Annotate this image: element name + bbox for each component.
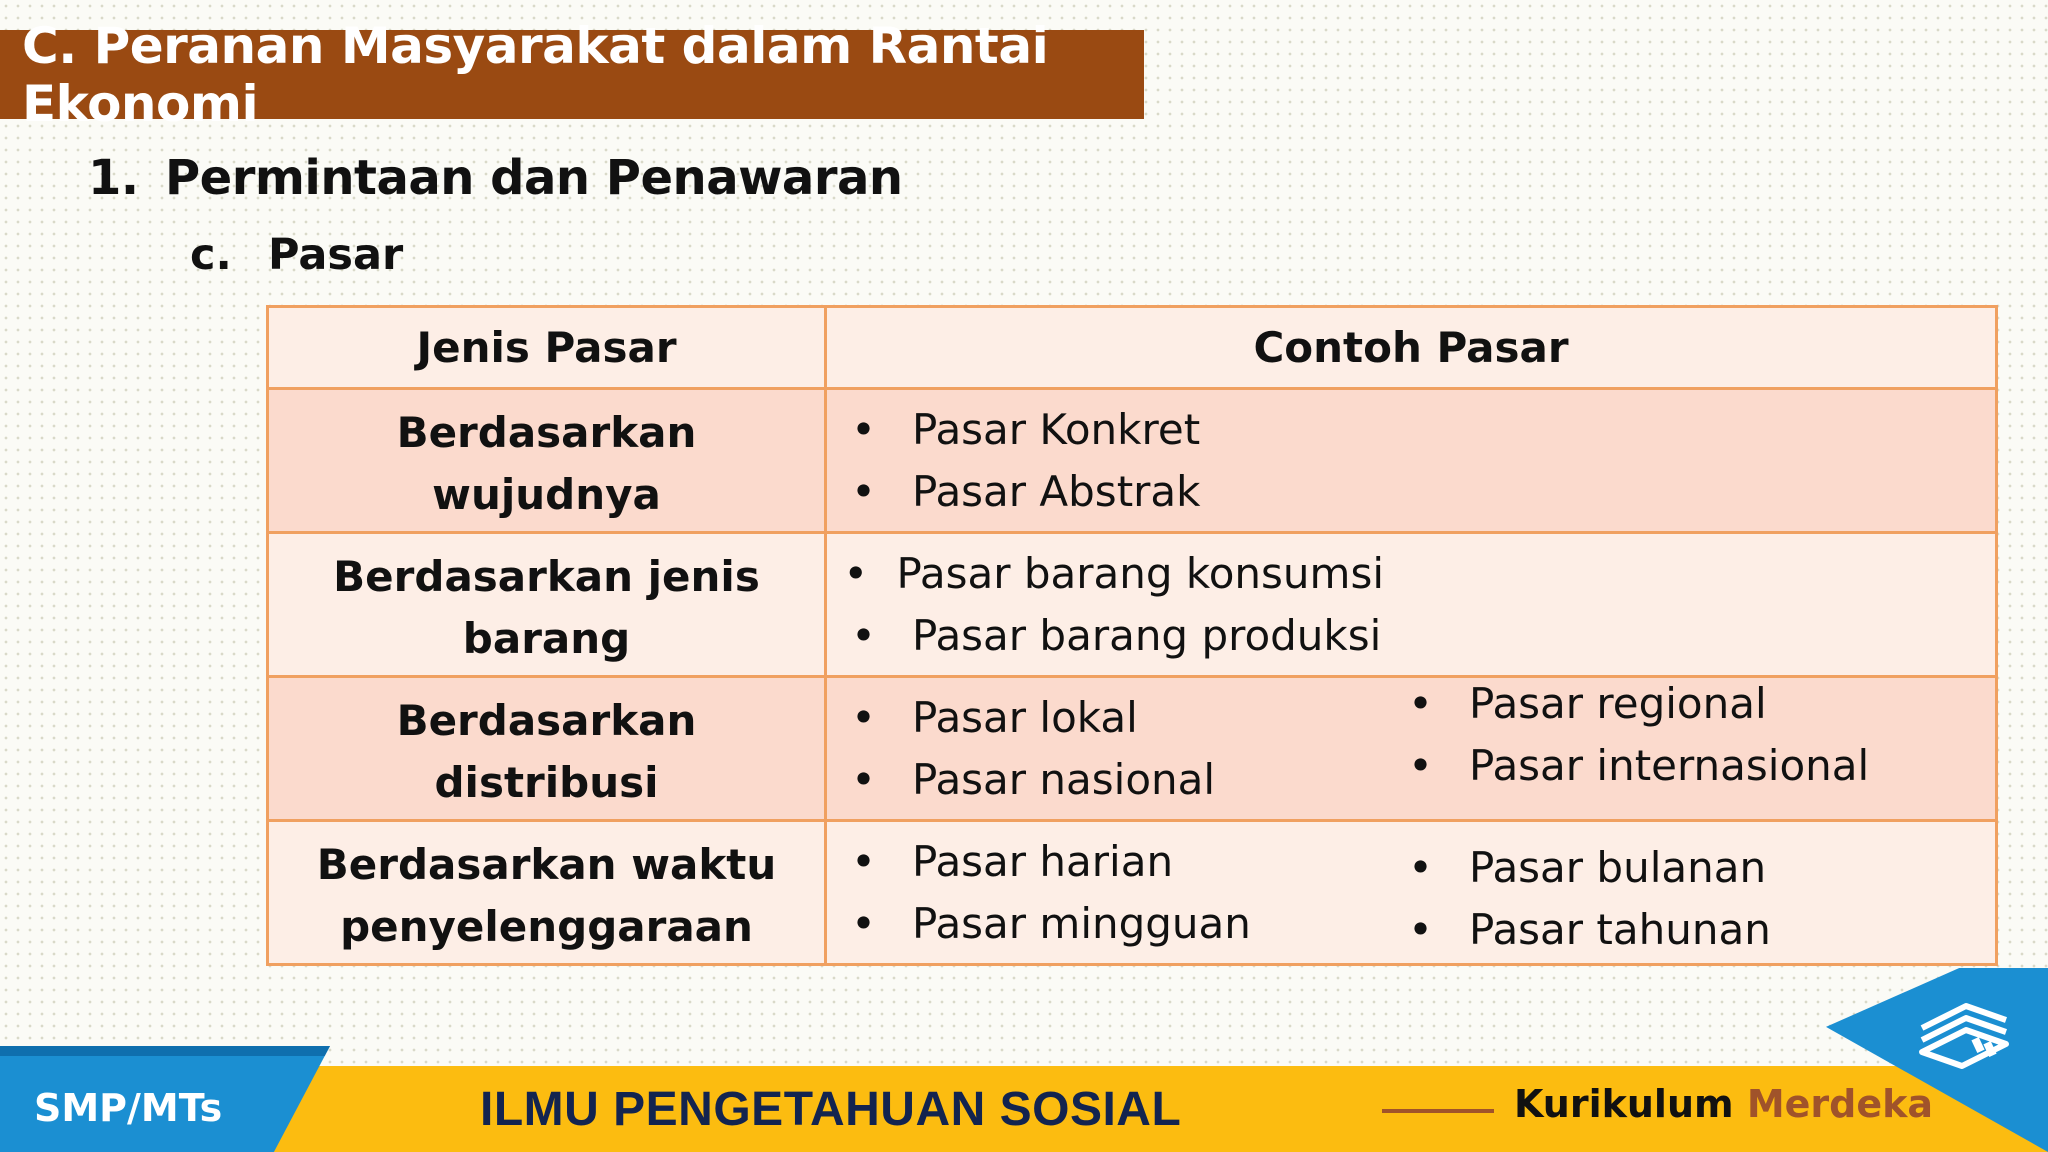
section-number: 1.: [88, 150, 139, 206]
bullet-icon: •: [851, 754, 876, 804]
example-text: Pasar mingguan: [912, 898, 1251, 948]
list-item: [827, 748, 1384, 810]
header-jenis-pasar: Jenis Pasar: [268, 307, 826, 389]
subject-label: ILMU PENGETAHUAN SOSIAL: [480, 1083, 1182, 1136]
bullet-icon: •: [851, 898, 876, 948]
example-text: Pasar regional: [1469, 678, 1767, 728]
example-list: [827, 542, 1384, 666]
list-item: [1384, 734, 1941, 796]
slide-title-text: C. Peranan Masyarakat dalam Rantai Ekonomi: [22, 16, 1049, 133]
table-header-row: [268, 307, 1997, 389]
bullet-icon: •: [1408, 842, 1433, 892]
example-text: Pasar Konkret: [912, 404, 1201, 454]
examples-cell: [826, 677, 1997, 821]
curriculum-label-b: Merdeka: [1746, 1082, 1934, 1126]
example-text: Pasar barang konsumsi: [896, 548, 1384, 598]
example-text: Pasar tahunan: [1469, 904, 1771, 954]
list-item: [827, 686, 1384, 748]
table-row: [268, 821, 1997, 965]
section-heading: [88, 150, 903, 206]
examples-cell: [826, 821, 1997, 965]
list-item: [1384, 836, 1941, 898]
market-types-table: [266, 305, 1998, 966]
list-item: [827, 460, 1384, 522]
table-row: [268, 677, 1997, 821]
header-contoh-pasar: Contoh Pasar: [826, 307, 1997, 389]
example-text: Pasar Abstrak: [912, 466, 1201, 516]
examples-cell: [826, 533, 1997, 677]
list-item: [827, 892, 1384, 954]
example-text: Pasar lokal: [912, 692, 1138, 742]
list-item: [1384, 672, 1941, 734]
bullet-icon: •: [843, 548, 869, 598]
example-list: [827, 686, 1384, 810]
category-cell: Berdasarkan distribusi: [268, 677, 826, 821]
example-text: Pasar harian: [912, 836, 1174, 886]
example-list: [1384, 672, 1941, 810]
subsection-letter: c.: [190, 230, 232, 280]
example-text: Pasar bulanan: [1469, 842, 1767, 892]
category-cell: Berdasarkan waktu penyelenggaraan: [268, 821, 826, 965]
list-item: [1384, 898, 1941, 960]
table-row: [268, 389, 1997, 533]
example-text: Pasar internasional: [1469, 740, 1870, 790]
subsection-heading-text: Pasar: [268, 230, 404, 280]
example-list: [827, 830, 1384, 960]
curriculum-label: [1514, 1082, 1933, 1126]
bullet-icon: •: [851, 610, 876, 660]
bullet-icon: •: [851, 404, 876, 454]
example-list: [1384, 836, 1941, 960]
examples-cell: [826, 389, 1997, 533]
bullet-icon: •: [1408, 678, 1433, 728]
bullet-icon: •: [851, 836, 876, 886]
section-heading-text: Permintaan dan Penawaran: [165, 150, 903, 206]
footer-level-strip: [0, 1046, 330, 1056]
subsection-heading: [190, 230, 403, 280]
books-logo-icon: [1914, 1000, 2014, 1080]
list-item: [827, 604, 1384, 666]
curriculum-divider: [1382, 1109, 1494, 1113]
bullet-icon: •: [1408, 904, 1433, 954]
list-item: [827, 830, 1384, 892]
table-row: [268, 533, 1997, 677]
school-level-label: SMP/MTs: [34, 1086, 223, 1130]
list-item: [827, 542, 1384, 604]
example-text: Pasar barang produksi: [912, 610, 1382, 660]
category-cell: Berdasarkan wujudnya: [268, 389, 826, 533]
slide-title: [0, 16, 1144, 133]
bullet-icon: •: [1408, 740, 1433, 790]
list-item: [827, 398, 1384, 460]
category-cell: Berdasarkan jenis barang: [268, 533, 826, 677]
example-text: Pasar nasional: [912, 754, 1216, 804]
curriculum-label-a: Kurikulum: [1514, 1082, 1734, 1126]
bullet-icon: •: [851, 466, 876, 516]
example-list: [827, 398, 1384, 522]
bullet-icon: •: [851, 692, 876, 742]
